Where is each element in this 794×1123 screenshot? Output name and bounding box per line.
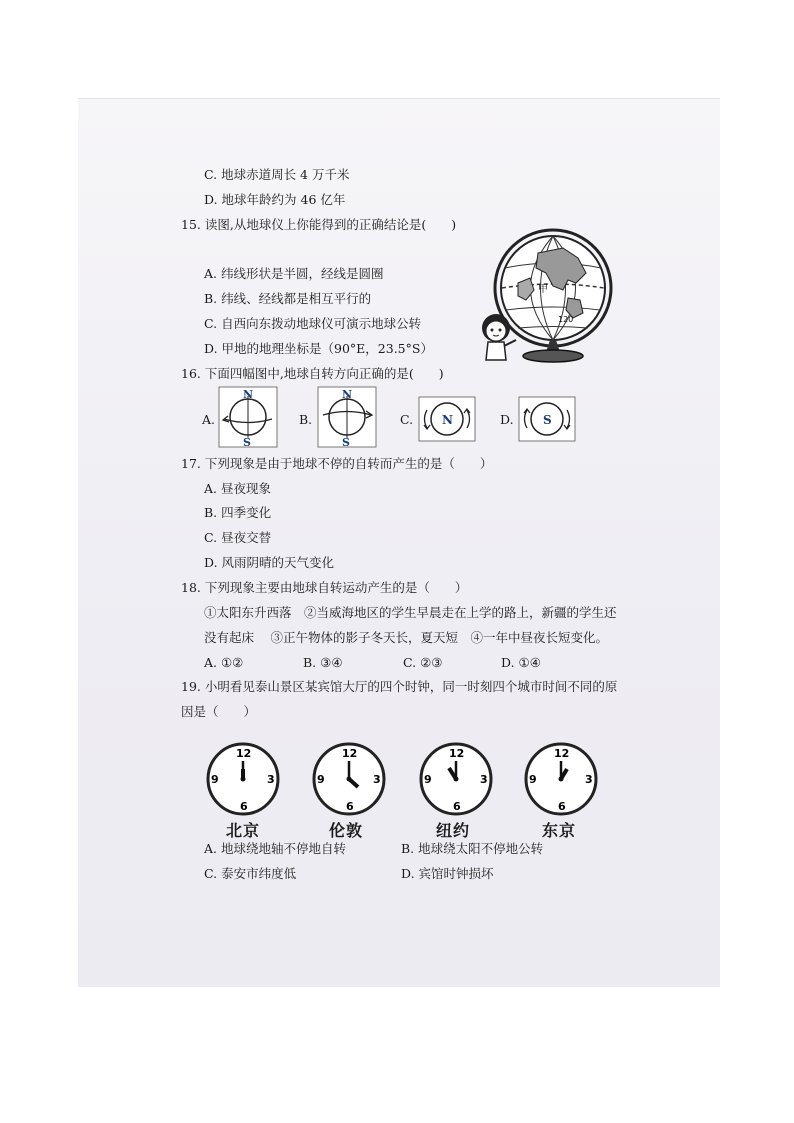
q16-option-c-letter: C. — [400, 412, 414, 427]
clock-tokyo-3: 3 — [585, 773, 593, 786]
city-label-london: 伦敦 — [328, 821, 363, 840]
q19-option-c: C. 泰安市纬度低 — [204, 866, 297, 881]
q15-option-d: D. 甲地的地理坐标是（90°E，23.5°S） — [204, 341, 433, 356]
globe-label-jia: 甲 — [538, 284, 548, 295]
q16-option-a-letter: A. — [202, 412, 216, 427]
q16-diagram-c — [418, 396, 476, 442]
clock-tokyo — [523, 741, 599, 817]
clock-beijing-12: 12 — [236, 747, 252, 760]
clock-london-9: 9 — [317, 773, 325, 786]
clock-newyork-12: 12 — [449, 747, 465, 760]
clock-london — [311, 741, 387, 817]
clock-beijing-9: 9 — [211, 773, 219, 786]
q15-option-c: C. 自西向东拨动地球仪可演示地球公转 — [204, 316, 422, 331]
q16-diagram-b — [317, 386, 377, 448]
clock-newyork-3: 3 — [480, 773, 488, 786]
q14-option-d: D. 地球年龄约为 46 亿年 — [204, 192, 346, 207]
q16-b-south: S — [342, 436, 350, 449]
q19-stem-line1: 19. 小明看见泰山景区某宾馆大厅的四个时钟，同一时刻四个城市时间不同的原 — [181, 679, 618, 694]
q17-option-c: C. 昼夜交替 — [204, 530, 272, 545]
clock-london-6: 6 — [346, 800, 354, 813]
globe-illustration — [468, 228, 628, 368]
q16-b-north: N — [342, 388, 353, 401]
q16-stem: 16. 下面四幅图中,地球自转方向正确的是( ) — [181, 366, 444, 381]
q18-option-b: B. ③④ — [303, 655, 343, 670]
clock-beijing-3: 3 — [267, 773, 275, 786]
clock-london-12: 12 — [342, 747, 358, 760]
q16-a-south: S — [243, 436, 251, 449]
q19-stem-line2: 因是（ ） — [181, 704, 257, 719]
q15-stem: 15. 读图,从地球仪上你能得到的正确结论是( ) — [181, 217, 457, 232]
q16-c-center: N — [442, 413, 453, 427]
q19-option-d: D. 宾馆时钟损坏 — [401, 866, 494, 881]
q17-option-d: D. 风雨阴晴的天气变化 — [204, 555, 335, 570]
q16-a-north: N — [243, 388, 254, 401]
q16-option-d-letter: D. — [500, 412, 514, 427]
clock-tokyo-9: 9 — [529, 773, 537, 786]
globe-number: 120 — [558, 315, 574, 324]
clock-london-3: 3 — [373, 773, 381, 786]
clock-tokyo-6: 6 — [558, 800, 566, 813]
q18-line2: 没有起床 ③正午物体的影子冬天长，夏天短 ④一年中昼夜长短变化。 — [204, 630, 608, 645]
q18-line1: ①太阳东升西落 ②当威海地区的学生早晨走在上学的路上，新疆的学生还 — [204, 605, 617, 620]
clock-tokyo-12: 12 — [554, 747, 570, 760]
clock-newyork-9: 9 — [424, 773, 432, 786]
q19-option-b: B. 地球绕太阳不停地公转 — [401, 841, 544, 856]
q17-stem: 17. 下列现象是由于地球不停的自转而产生的是（ ） — [181, 456, 493, 471]
q17-option-a: A. 昼夜现象 — [204, 481, 271, 496]
q18-stem: 18. 下列现象主要由地球自转运动产生的是（ ） — [181, 580, 468, 595]
clock-newyork — [418, 741, 494, 817]
q16-diagram-a — [218, 386, 278, 448]
q16-d-center: S — [543, 413, 552, 427]
q15-option-b: B. 纬线、经线都是相互平行的 — [204, 291, 372, 306]
q18-option-c: C. ②③ — [403, 655, 443, 670]
q19-option-a: A. 地球绕地轴不停地自转 — [204, 841, 346, 856]
clock-beijing — [205, 741, 281, 817]
q18-option-d: D. ①④ — [501, 655, 541, 670]
city-label-newyork: 纽约 — [435, 821, 470, 840]
q17-option-b: B. 四季变化 — [204, 505, 272, 520]
city-label-tokyo: 东京 — [541, 821, 576, 840]
q14-option-c: C. 地球赤道周长 4 万千米 — [204, 167, 350, 182]
q16-option-b-letter: B. — [299, 412, 313, 427]
clock-beijing-6: 6 — [240, 800, 248, 813]
q15-option-a: A. 纬线形状是半圆，经线是圆圈 — [204, 266, 384, 281]
city-label-beijing: 北京 — [225, 821, 260, 840]
q16-diagram-d — [518, 396, 576, 442]
q18-option-a: A. ①② — [204, 655, 244, 670]
clock-newyork-6: 6 — [453, 800, 461, 813]
